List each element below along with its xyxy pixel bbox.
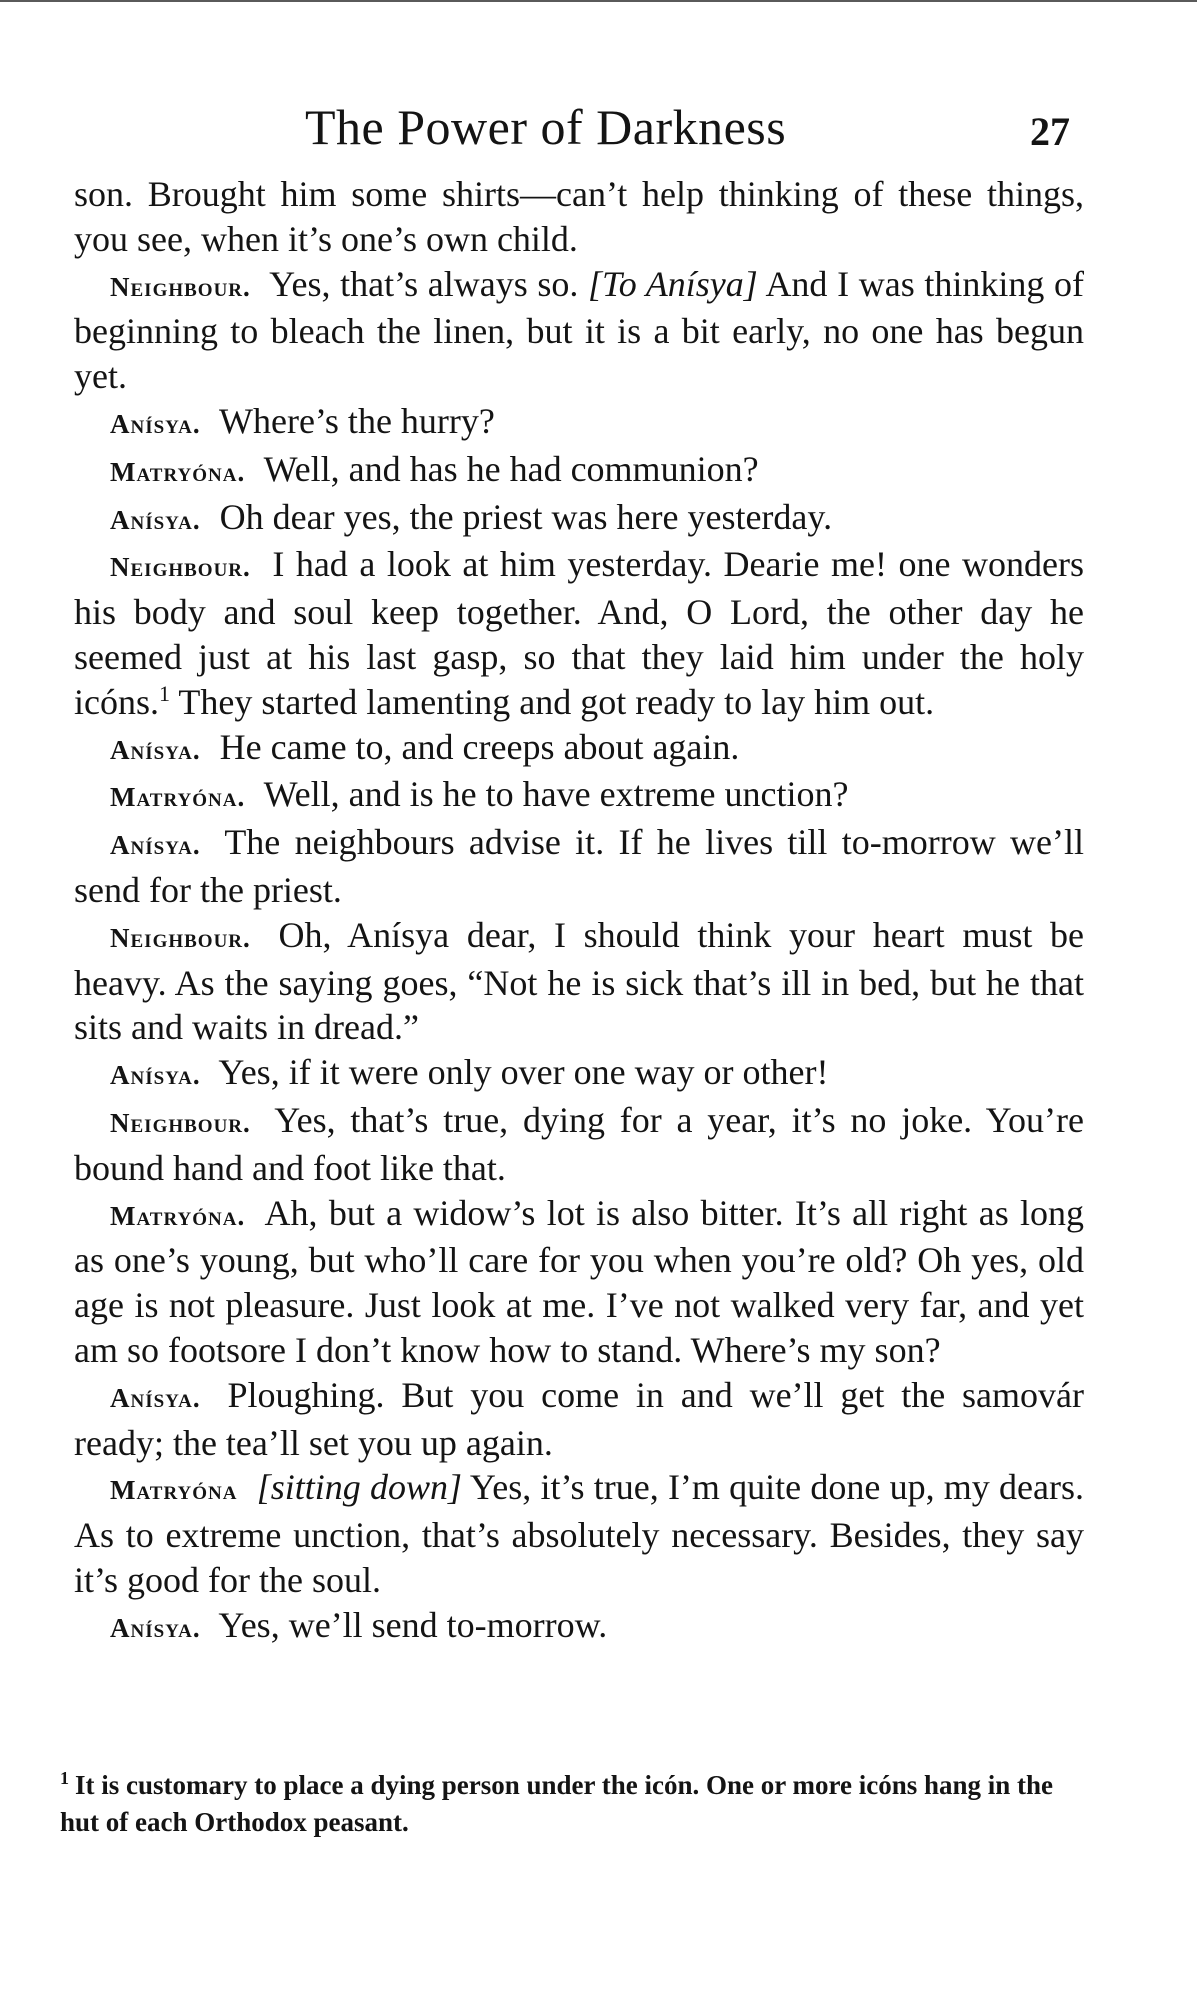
speech-text: Ah, but a widow’s lot is also bitter. It’s all right as long as one’s young, but who’ll care for you when you’re old? Oh yes, old age is not pleasure. Just look at me. I’ve not walked very far, and yet am so footsore I don’t know how to stand. Where’s my son?	[74, 1192, 1084, 1370]
running-title: The Power of Darkness	[305, 99, 787, 155]
speaker-name: Anísya.	[110, 830, 201, 861]
speaker-name: Neighbour.	[110, 1107, 251, 1138]
speech-text: I had a look at him yesterday. Dearie me! one wonders his body and soul keep together. And, O Lord, the other day he seemed just at his last gasp, so that they laid him under the holy icóns.	[74, 544, 1084, 722]
speaker-name: Anísya.	[110, 1382, 201, 1413]
page-header	[0, 98, 1197, 168]
dialogue-anisya	[74, 399, 1084, 447]
dialogue-anisya	[74, 1603, 1084, 1651]
paragraph-continuation	[74, 172, 1084, 262]
dialogue-anisya	[74, 1050, 1084, 1098]
page-number: 27	[1030, 109, 1070, 154]
speech-text: And I was thinking of beginning to bleach the linen, but it is a bit early, no one has begun yet.	[74, 263, 1084, 397]
top-border	[0, 0, 1197, 2]
dialogue-neighbour	[74, 262, 1084, 399]
speaker-name: Anísya.	[110, 408, 201, 439]
footnote-text: It is customary to place a dying person under the icón. One or more icóns hang in the hut of each Orthodox peasant.	[60, 1770, 1054, 1837]
speech-text: Well, and is he to have extreme unction?	[263, 774, 849, 815]
dialogue-anisya	[74, 495, 1084, 543]
speech-text: Oh dear yes, the priest was here yesterday.	[219, 496, 833, 537]
dialogue-matryona	[74, 772, 1084, 820]
speaker-name: Matryóna	[110, 1475, 238, 1506]
dialogue-neighbour	[74, 542, 1084, 724]
speaker-name: Anísya.	[110, 734, 201, 765]
speech-text: Where’s the hurry?	[219, 400, 495, 441]
dialogue-matryona	[74, 1191, 1084, 1373]
continuation-text: son. Brought him some shirts—can’t help thinking of these things, you see, when it’s one’s own child.	[74, 174, 1084, 259]
speech-text: The neighbours advise it. If he lives till to-morrow we’ll send for the priest.	[74, 822, 1084, 910]
footnote-reference: 1	[159, 680, 170, 706]
speaker-name: Neighbour.	[110, 922, 251, 953]
footnote-mark: 1	[60, 1768, 69, 1788]
speech-text: He came to, and creeps about again.	[219, 726, 740, 767]
speech-text: Ploughing. But you come in and we’ll get the samovár ready; the tea’ll set you up again.	[74, 1374, 1085, 1463]
speech-text: Yes, that’s always so.	[269, 263, 579, 304]
speaker-name: Anísya.	[110, 1612, 201, 1643]
speech-text: Oh, Anísya dear, I should think your heart must be heavy. As the saying goes, “Not he is sick that’s ill in bed, but he that sits and waits in dread.”	[74, 914, 1085, 1048]
speaker-name: Anísya.	[110, 1060, 201, 1091]
speaker-name: Matryóna.	[110, 456, 246, 487]
play-text	[74, 172, 1084, 1651]
footnote	[60, 1760, 1080, 1841]
speech-text: Well, and has he had communion?	[263, 448, 759, 489]
speech-text: Yes, that’s true, dying for a year, it’s no joke. You’re bound hand and foot like that.	[74, 1099, 1084, 1188]
speaker-name: Neighbour.	[110, 271, 251, 302]
speaker-name: Matryóna.	[110, 1200, 246, 1231]
dialogue-anisya	[74, 1373, 1084, 1466]
dialogue-anisya	[74, 820, 1084, 913]
speech-text: Yes, if it were only over one way or other!	[218, 1052, 829, 1093]
speech-text: They started lamenting and got ready to lay him out.	[178, 681, 935, 722]
speaker-name: Anísya.	[110, 504, 201, 535]
dialogue-anisya	[74, 725, 1084, 773]
stage-direction: [sitting down]	[256, 1467, 462, 1508]
dialogue-matryona	[74, 447, 1084, 495]
dialogue-matryona	[74, 1465, 1084, 1602]
dialogue-neighbour	[74, 1098, 1084, 1191]
speaker-name: Neighbour.	[110, 552, 251, 583]
stage-direction: [To Anísya]	[588, 263, 758, 304]
speech-text: Yes, we’ll send to-morrow.	[218, 1604, 608, 1645]
speech-text: Yes, it’s true, I’m quite done up, my dears. As to extreme unction, that’s absolutely necessary. Besides, they say it’s good for the soul.	[74, 1467, 1084, 1600]
dialogue-neighbour	[74, 913, 1084, 1050]
speaker-name: Matryóna.	[110, 782, 246, 813]
